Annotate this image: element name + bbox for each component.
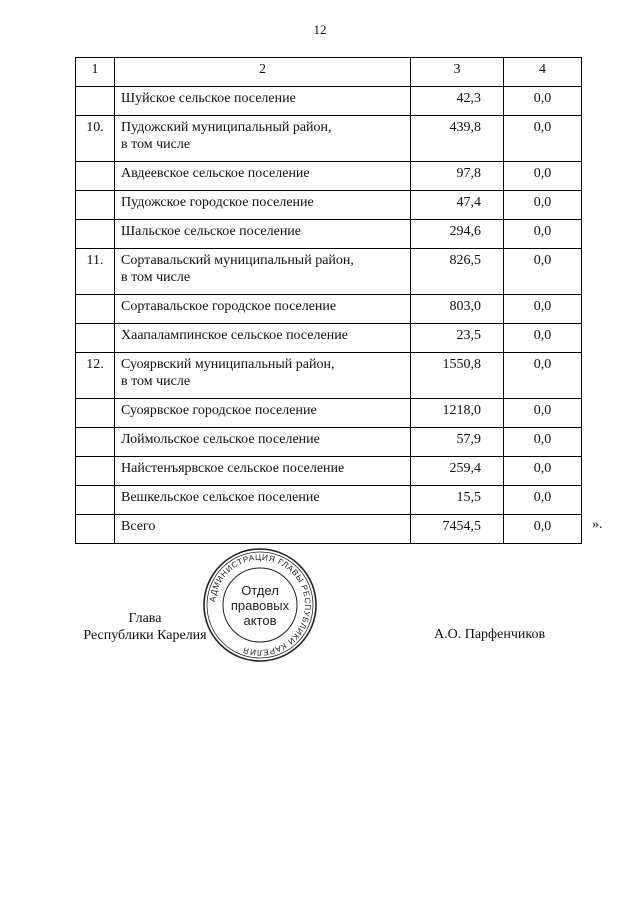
row-number-cell <box>76 162 115 191</box>
table-row <box>76 486 582 515</box>
row-name-cell <box>115 428 411 457</box>
row-name-line2: в том числе <box>121 137 191 152</box>
row-value-col4: 0,0 <box>504 353 582 399</box>
row-name-line1: Пудожский муниципальный район, <box>121 120 332 135</box>
table-row <box>76 399 582 428</box>
row-name-line1: Найстенъярвское сельское поселение <box>121 461 345 476</box>
row-name-line1: Хаапалампинское сельское поселение <box>121 328 348 343</box>
table-header-row <box>76 58 582 87</box>
row-name-line1: Авдеевское сельское поселение <box>121 166 310 181</box>
row-name-cell <box>115 486 411 515</box>
row-value-col4: 0,0 <box>504 324 582 353</box>
row-name-line2: в том числе <box>121 270 191 285</box>
row-value-col3: 826,5 <box>411 249 504 295</box>
row-name-cell <box>115 399 411 428</box>
row-number-cell <box>76 399 115 428</box>
stamp-ring-text: АДМИНИСТРАЦИЯ ГЛАВЫ РЕСПУБЛИКИ КАРЕЛИЯ <box>208 552 313 658</box>
signatory-name: А.О. Парфенчиков <box>434 627 546 642</box>
data-table <box>75 57 582 544</box>
row-value-col4: 0,0 <box>504 457 582 486</box>
header-cell-4: 4 <box>504 58 582 87</box>
row-name-cell <box>115 220 411 249</box>
header-cell-1: 1 <box>76 58 115 87</box>
row-value-col4: 0,0 <box>504 87 582 116</box>
row-value-col3: 439,8 <box>411 116 504 162</box>
signatory-title-line2: Республики Карелия <box>83 628 207 643</box>
table-row <box>76 353 582 399</box>
row-value-col3: 7454,5 <box>411 515 504 544</box>
row-name-line1: Сортавальский муниципальный район, <box>121 253 354 268</box>
row-value-col3: 803,0 <box>411 295 504 324</box>
stamp-center-line1: Отдел <box>241 583 279 598</box>
row-value-col3: 259,4 <box>411 457 504 486</box>
row-name-line1: Суоярвский муниципальный район, <box>121 357 335 372</box>
row-value-col3: 15,5 <box>411 486 504 515</box>
row-value-col4: 0,0 <box>504 428 582 457</box>
row-number-cell: 11. <box>76 249 115 295</box>
row-name-cell <box>115 191 411 220</box>
row-name-line1: Суоярвское городское поселение <box>121 403 317 418</box>
row-number-cell <box>76 324 115 353</box>
row-value-col4: 0,0 <box>504 515 582 544</box>
signatory-title <box>80 610 210 644</box>
row-number-cell <box>76 486 115 515</box>
row-name-line1: Сортавальское городское поселение <box>121 299 337 314</box>
row-name-line1: Лоймольское сельское поселение <box>121 432 320 447</box>
row-value-col4: 0,0 <box>504 399 582 428</box>
row-value-col4: 0,0 <box>504 220 582 249</box>
table-row <box>76 116 582 162</box>
row-number-cell <box>76 295 115 324</box>
row-value-col3: 294,6 <box>411 220 504 249</box>
row-name-line2: в том числе <box>121 374 191 389</box>
row-value-col4: 0,0 <box>504 191 582 220</box>
stamp-center-line2: правовых <box>230 598 290 613</box>
stamp-center-line3: актов <box>243 613 277 628</box>
table-row <box>76 249 582 295</box>
row-name-line1: Всего <box>121 519 156 534</box>
row-name-cell <box>115 324 411 353</box>
row-name-cell <box>115 116 411 162</box>
row-number-cell <box>76 428 115 457</box>
row-value-col4: 0,0 <box>504 116 582 162</box>
row-value-col3: 23,5 <box>411 324 504 353</box>
row-name-line1: Шальское сельское поселение <box>121 224 302 239</box>
row-name-line1: Пудожское городское поселение <box>121 195 314 210</box>
row-value-col4: 0,0 <box>504 295 582 324</box>
row-value-col4: 0,0 <box>504 486 582 515</box>
row-value-col3: 1218,0 <box>411 399 504 428</box>
row-value-col4: 0,0 <box>504 162 582 191</box>
row-name-line1: Вешкельское сельское поселение <box>121 490 320 505</box>
row-number-cell <box>76 515 115 544</box>
table-row <box>76 457 582 486</box>
table-row <box>76 324 582 353</box>
row-name-cell <box>115 162 411 191</box>
row-value-col3: 42,3 <box>411 87 504 116</box>
row-number-cell: 12. <box>76 353 115 399</box>
row-value-col3: 57,9 <box>411 428 504 457</box>
row-number-cell <box>76 457 115 486</box>
stamp-seal <box>202 547 318 663</box>
table-row <box>76 428 582 457</box>
row-value-col3: 1550,8 <box>411 353 504 399</box>
row-number-cell <box>76 220 115 249</box>
table-row <box>76 162 582 191</box>
row-name-line1: Шуйское сельское поселение <box>121 91 296 106</box>
row-number-cell: 10. <box>76 116 115 162</box>
row-number-cell <box>76 87 115 116</box>
row-value-col3: 97,8 <box>411 162 504 191</box>
row-name-cell <box>115 87 411 116</box>
row-name-cell <box>115 295 411 324</box>
header-cell-3: 3 <box>411 58 504 87</box>
closing-quote: ». <box>592 517 603 532</box>
page-number: 12 <box>313 22 327 37</box>
row-name-cell <box>115 353 411 399</box>
header-cell-2: 2 <box>115 58 411 87</box>
table-row <box>76 191 582 220</box>
row-name-cell <box>115 457 411 486</box>
row-name-cell <box>115 515 411 544</box>
row-number-cell <box>76 191 115 220</box>
row-name-cell <box>115 249 411 295</box>
row-value-col4: 0,0 <box>504 249 582 295</box>
table-row <box>76 515 582 544</box>
table-row <box>76 295 582 324</box>
row-value-col3: 47,4 <box>411 191 504 220</box>
signatory-title-line1: Глава <box>128 611 162 626</box>
table-row <box>76 87 582 116</box>
table-row <box>76 220 582 249</box>
